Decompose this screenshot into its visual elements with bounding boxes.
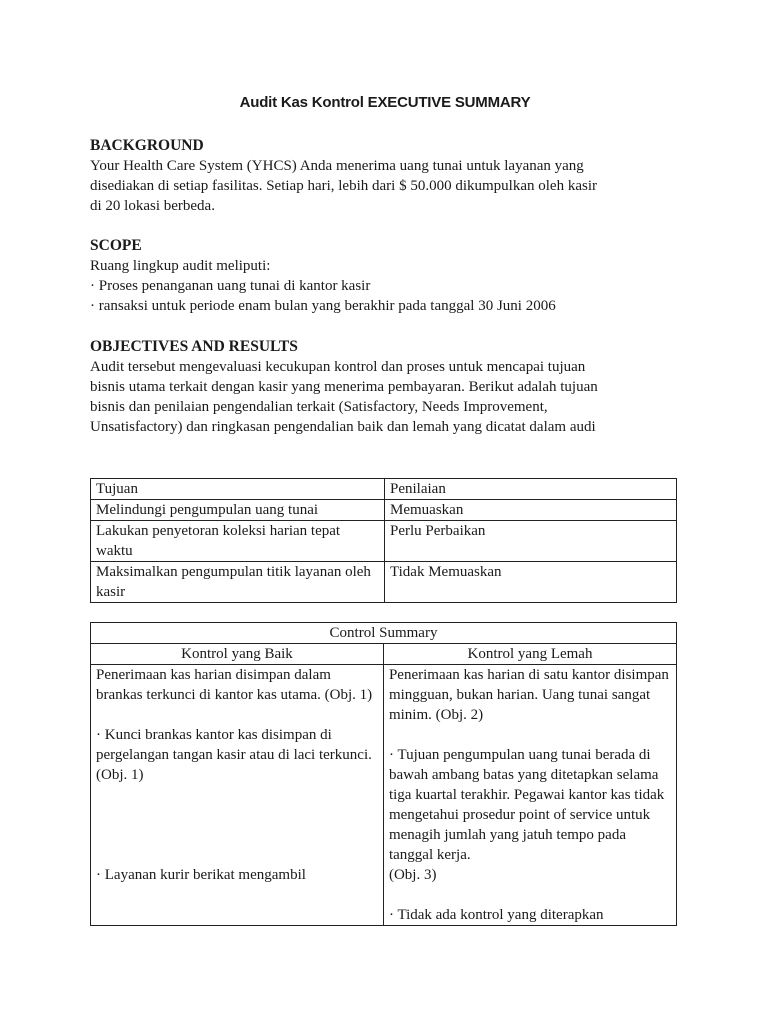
scope-line: Ruang lingkup audit meliputi: (90, 258, 271, 274)
good-controls-cell (91, 665, 384, 926)
scope-bullet: · Proses penanganan uang tunai di kantor kasir (90, 278, 371, 294)
table-row (91, 562, 677, 603)
column-header-good-controls: Kontrol yang Baik (91, 644, 384, 665)
objectives-line: bisnis dan penilaian pengendalian terkait (Satisfactory, Needs Improvement, (90, 399, 548, 415)
scope-bullet: · ransaksi untuk periode enam bulan yang berakhir pada tanggal 30 Juni 2006 (90, 298, 556, 314)
table-row (91, 500, 677, 521)
weak-control-item: · Tujuan pengumpulan uang tunai berada di bawah ambang batas yang ditetapkan selama tiga kuartal terakhir. Pegawai kantor kas tidak mengetahui prosedur point of service untuk menagih jumlah yang jatuh tempo pada tanggal kerja. (388, 747, 665, 863)
good-control-item: Penerimaan kas harian disimpan dalam brankas terkunci di kantor kas utama. (Obj. 1) (96, 667, 373, 703)
assessment-cell: Memuaskan (385, 500, 677, 521)
weak-control-item: · Tidak ada kontrol yang diterapkan (388, 907, 604, 923)
background-line: Your Health Care System (YHCS) Anda menerima uang tunai untuk layanan yang (90, 158, 584, 174)
good-control-ref: (Obj. 1) (96, 767, 144, 783)
background-section (90, 136, 690, 216)
good-control-item: · Layanan kurir berikat mengambil (96, 867, 306, 883)
objective-cell: Maksimalkan pengumpulan titik layanan oleh kasir (91, 562, 385, 603)
control-summary-title: Control Summary (91, 623, 677, 644)
objectives-line: Unsatisfactory) dan ringkasan pengendalian baik dan lemah yang dicatat dalam audi (90, 419, 596, 435)
background-line: di 20 lokasi berbeda. (90, 198, 215, 214)
scope-section (90, 236, 690, 316)
objective-cell: Melindungi pengumpulan uang tunai (91, 500, 385, 521)
weak-controls-cell (383, 665, 676, 926)
objective-cell: Lakukan penyetoran koleksi harian tepat waktu (91, 521, 385, 562)
objectives-line: Audit tersebut mengevaluasi kecukupan kontrol dan proses untuk mencapai tujuan (90, 359, 586, 375)
assessment-cell: Tidak Memuaskan (385, 562, 677, 603)
column-header-penilaian: Penilaian (385, 479, 677, 500)
assessment-table (90, 478, 677, 603)
objectives-line: bisnis utama terkait dengan kasir yang menerima pembayaran. Berikut adalah tujuan (90, 379, 598, 395)
weak-control-ref: (Obj. 3) (388, 867, 437, 883)
good-control-item: · Kunci brankas kantor kas disimpan di pergelangan tangan kasir atau di laci terkunci. (96, 727, 372, 763)
objectives-heading: OBJECTIVES AND RESULTS (90, 338, 298, 355)
objectives-section (90, 337, 690, 437)
document-title: Audit Kas Kontrol EXECUTIVE SUMMARY (239, 94, 531, 111)
background-heading: BACKGROUND (90, 137, 204, 154)
table-header-row (91, 479, 677, 500)
assessment-cell: Perlu Perbaikan (385, 521, 677, 562)
scope-heading: SCOPE (90, 237, 142, 254)
background-line: disediakan di setiap fasilitas. Setiap hari, lebih dari $ 50.000 dikumpulkan oleh kasir (90, 178, 597, 194)
column-header-tujuan: Tujuan (91, 479, 385, 500)
control-summary-table (90, 622, 677, 926)
column-header-weak-controls: Kontrol yang Lemah (383, 644, 676, 665)
weak-control-item: Penerimaan kas harian di satu kantor disimpan mingguan, bukan harian. Uang tunai sangat minim. (Obj. 2) (388, 667, 669, 723)
table-row (91, 521, 677, 562)
